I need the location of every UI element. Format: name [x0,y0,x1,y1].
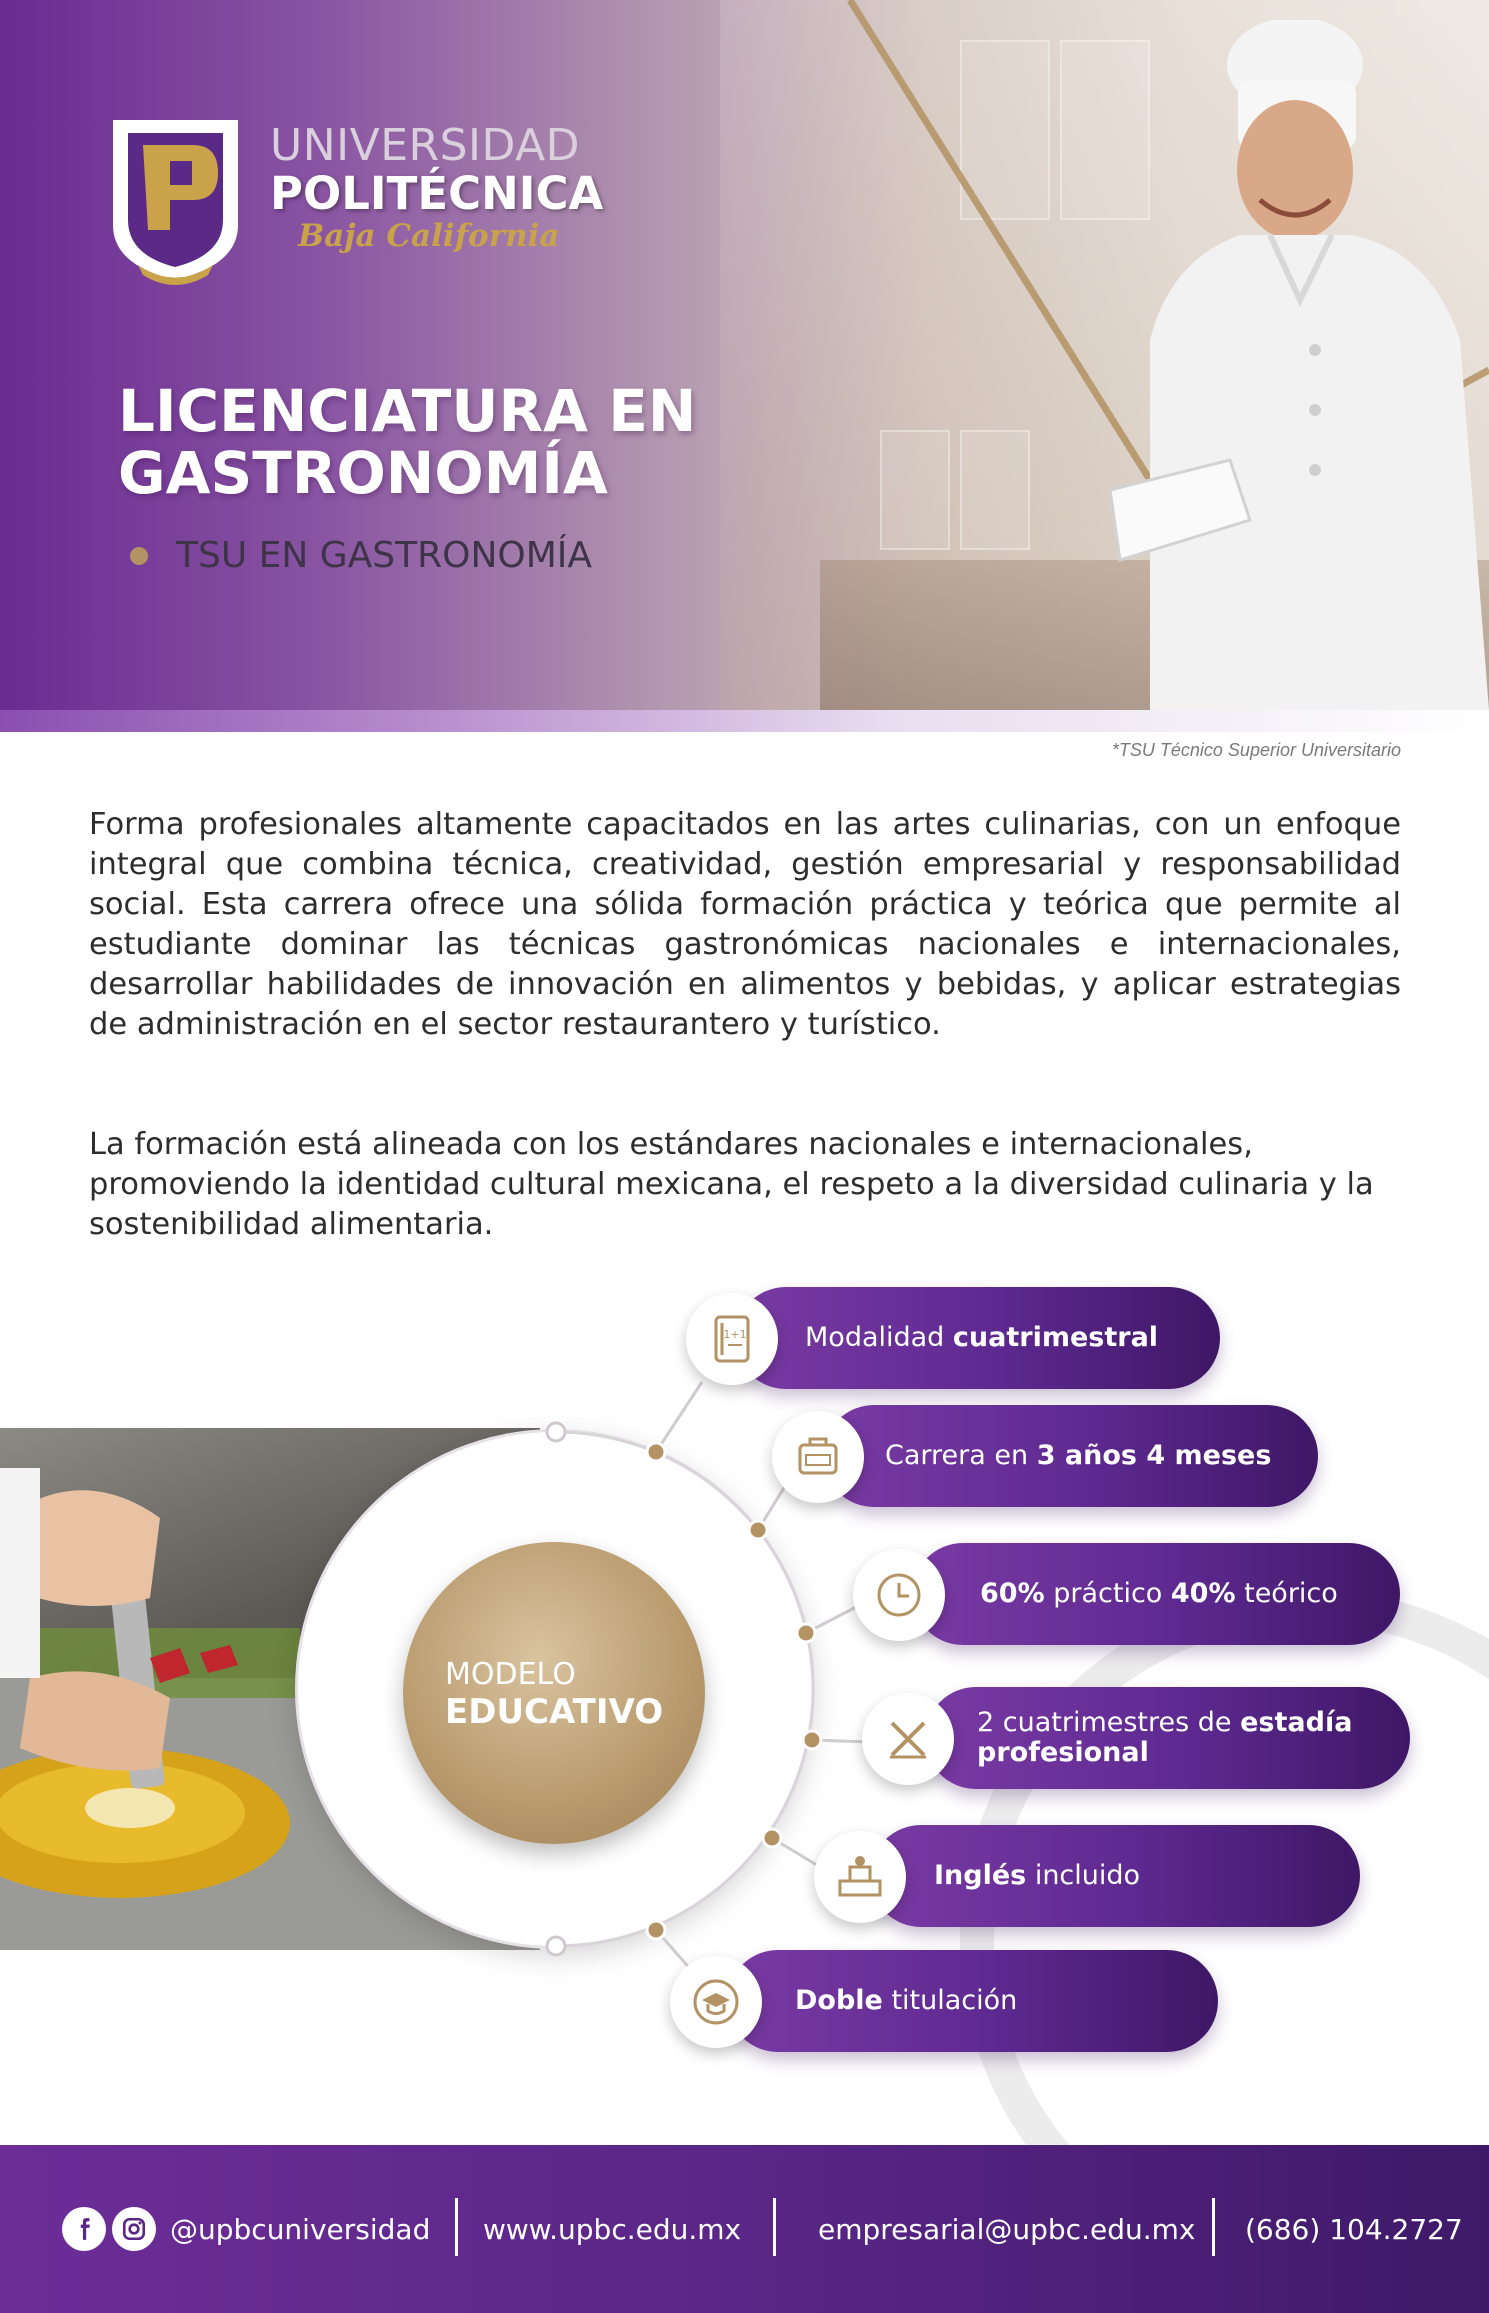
feature-pill-estadia [925,1687,1410,1789]
email-link[interactable]: empresarial@upbc.edu.mx [818,2212,1196,2246]
university-wordmark [270,122,603,254]
instagram-icon[interactable] [112,2207,156,2251]
footer-divider [1212,2198,1215,2256]
abc-blocks-icon [814,1831,906,1923]
feature-text: Inglés incluido [934,1860,1141,1891]
title-line-2: GASTRONOMÍA [118,439,608,507]
clock-icon [853,1549,945,1641]
footer [0,2145,1489,2313]
facebook-icon[interactable] [62,2207,106,2251]
website-link[interactable]: www.upbc.edu.mx [483,2212,742,2246]
feature-text: Doble titulación [795,1985,1018,2016]
pencil-ruler-icon [862,1693,954,1785]
page-title [118,377,697,507]
model-label [445,1658,663,1732]
feature-text: Modalidad cuatrimestral [805,1322,1159,1353]
model-label-line-1: MODELO [445,1657,576,1692]
description-paragraph-2: La formación está alineada con los estándares nacionales e internacionales, promoviendo la identidad cultural mexicana, el respeto a la diversidad culinaria y la sostenibilidad alimentaria. [89,1127,1374,1242]
footer-divider [455,2198,458,2256]
bullet-dot-icon [130,547,148,565]
graduation-cap-icon [670,1956,762,2048]
feature-text: 2 cuatrimestres de estadía profesional [977,1707,1353,1768]
description-paragraph-1: Forma profesionales altamente capacitados en las artes culinarias, con un enfoque integral que combina técnica, creatividad, gestión empresarial y responsabilidad social. Esta carrera ofrece una sólida formación práctica y teórica que permite al estudiante dominar las técnicas gastronómicas nacionales e internacionales, desarrollar habilidades de innovación en alimentos y bebidas, y aplicar estrategias de administración en el sector restaurantero y turístico. [89,807,1401,1042]
footnote: *TSU Técnico Superior Universitario [1111,740,1401,760]
university-logo [108,115,243,285]
lunchbox-icon [772,1411,864,1503]
feature-pill-titulacion [727,1950,1218,2052]
logo-line-baja-california: Baja California [298,218,560,254]
feature-text: Carrera en 3 años 4 meses [885,1440,1272,1471]
feature-pill-duracion [823,1405,1318,1507]
header-gradient-strip [0,710,1489,732]
hero-banner [0,0,1489,730]
chef-illustration [1110,20,1489,710]
feature-pill-modalidad [735,1287,1220,1389]
social-handle[interactable]: @upbcuniversidad [170,2212,431,2246]
model-label-line-2: EDUCATIVO [445,1692,664,1732]
footer-divider [773,2198,776,2256]
feature-text: 60% práctico 40% teórico [980,1578,1338,1609]
calculator-notebook-icon [686,1293,778,1385]
svg-text:1+1: 1+1 [723,1328,747,1341]
title-line-1: LICENCIATURA EN [118,377,697,445]
phone-number[interactable]: (686) 104.2727 [1245,2212,1463,2246]
subtitle: TSU EN GASTRONOMÍA [176,535,593,576]
feature-pill-practica [912,1543,1400,1645]
logo-line-universidad: UNIVERSIDAD [270,120,581,171]
logo-line-politecnica: POLITÉCNICA [270,167,604,220]
footer-social [62,2145,430,2313]
feature-pill-ingles [870,1825,1360,1927]
subtitle-row [130,535,592,576]
